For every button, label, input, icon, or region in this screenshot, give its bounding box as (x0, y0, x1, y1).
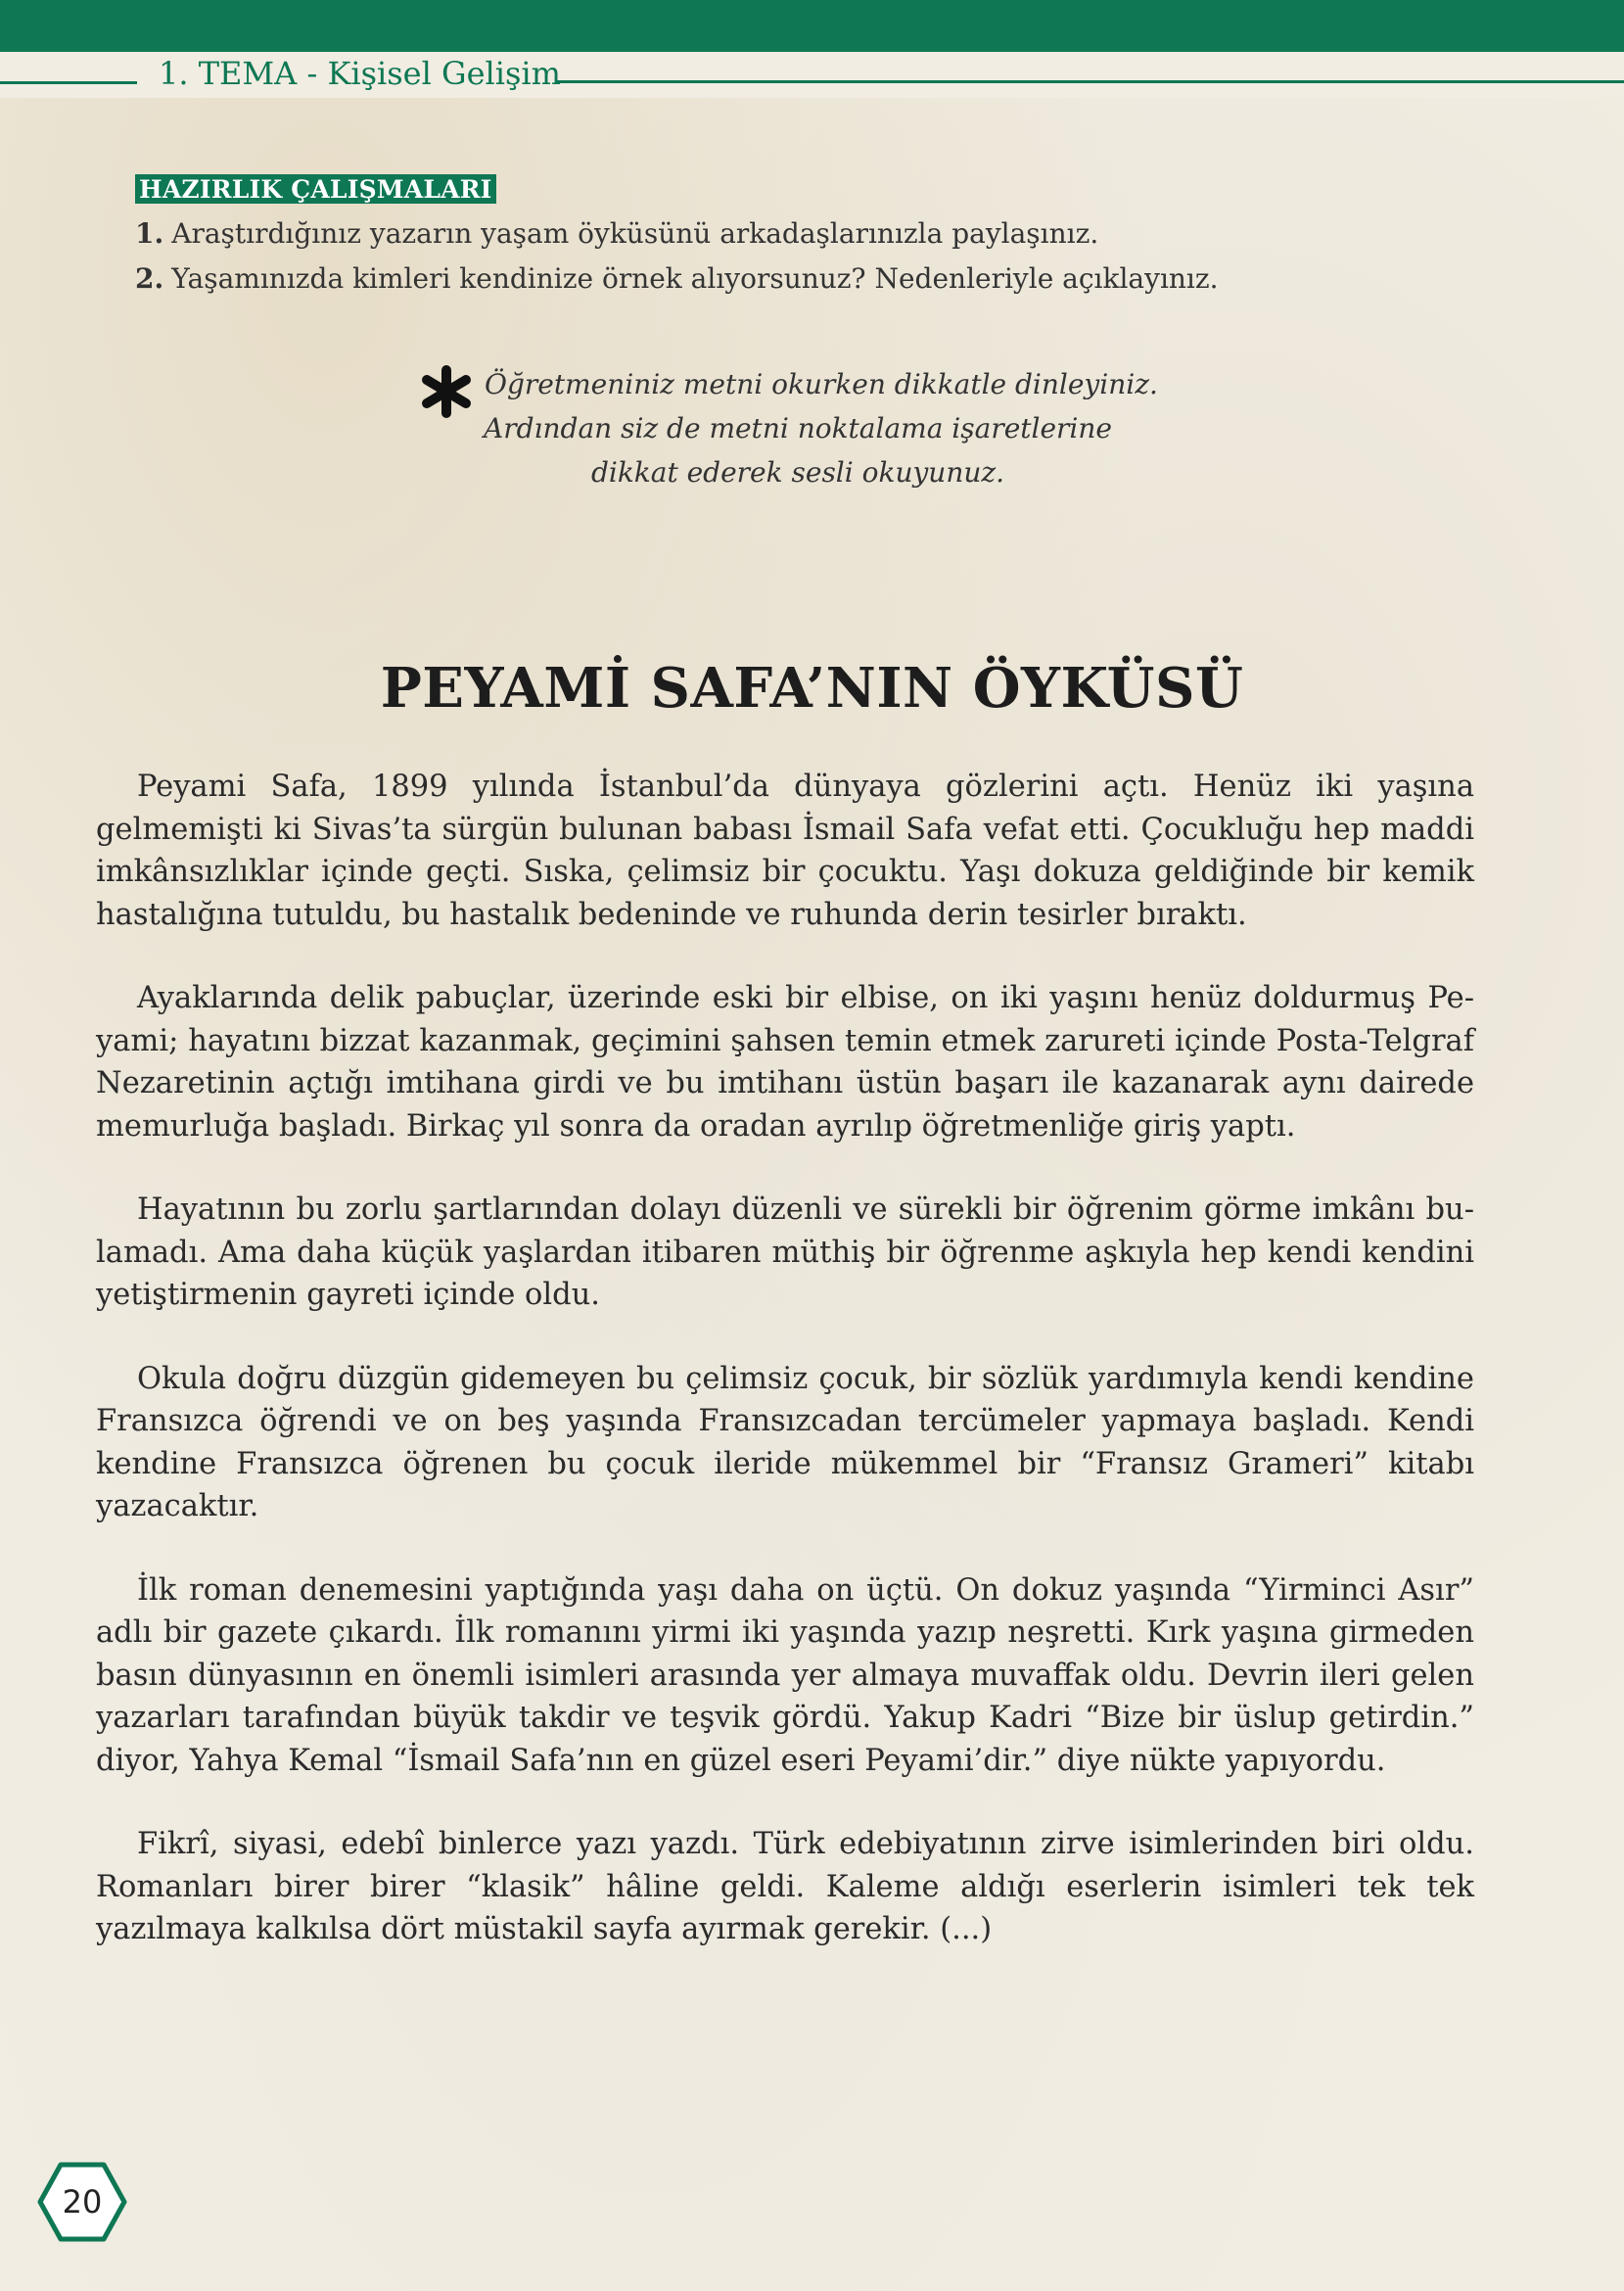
preparation-section (135, 174, 1486, 302)
preparation-list (135, 211, 1486, 302)
preparation-item-number: 2. (135, 262, 164, 295)
asterisk-icon (411, 362, 480, 431)
reading-instruction (411, 362, 1184, 494)
article-paragraph: Ayaklarında delik pabuçlar, üzerinde eski bir elbise, on iki yaşını henüz doldurmuş Peyami; hayatını bizzat kazanmak, geçimini şahsen temin etmek zarureti içinde Posta-Telgraf Nezaretinin açtığı imtihana girdi ve bu imtihanı üstün başarı ile kazanarak aynı dairede memurluğa başladı. Birkaç yıl sonra da oradan ayrılıp öğretmenliğe giriş yaptı. (96, 981, 1474, 1144)
instruction-line: Ardından siz de metni noktalama işaretlerine (484, 412, 1112, 444)
instruction-line: Öğretmeniniz metni okurken dikkatle dinleyiniz. (485, 368, 1158, 400)
preparation-item (135, 211, 1486, 257)
article-paragraph: İlk roman denemesini yaptığında yaşı daha on üçtü. On dokuz yaşında “Yirminci Asır” adlı bir gazete çıkardı. İlk romanını yirmi iki yaşında yazıp neşretti. Kırk yaşına girmeden basın dünyasının en önemli isimleri arasında yer almaya muvaffak oldu. Devrin ileri gelen yazarları tarafından büyük takdir ve teşvik gördü. Yakup Kadri “Bize bir üslup getirdin.” diyor, Yahya Kemal “İsmail Safa’nın en güzel eseri Peyami’dir.” diye nükte yapıyordu. (96, 1572, 1474, 1778)
preparation-item (135, 257, 1486, 302)
article-body (96, 766, 1474, 1992)
preparation-item-text: Yaşamınızda kimleri kendinize örnek alıyorsunuz? Nedenleriyle açıklayınız. (171, 262, 1219, 295)
preparation-item-text: Araştırdığınız yazarın yaşam öyküsünü arkadaşlarınızla paylaşınız. (171, 217, 1099, 250)
article-title: PEYAMİ SAFA’NIN ÖYKÜSÜ (380, 655, 1244, 721)
preparation-item-number: 1. (135, 217, 164, 250)
article-paragraph: Peyami Safa, 1899 yılında İstanbul’da dünyaya gözlerini açtı. Henüz iki yaşına gelmemişti ki Sivas’ta sürgün bulunan babası İsmail Safa vefat etti. Çocukluğu hep maddi imkânsızlıklar içinde geçti. Sıska, çelimsiz bir çocuktu. Yaşı dokuza geldiğinde bir kemik hastalığına tutuldu, bu hastalık bedeninde ve ruhunda derin tesirler bıraktı. (96, 770, 1474, 932)
header-rule-left (0, 81, 137, 84)
preparation-title: HAZIRLIK ÇALIŞMALARI (135, 174, 496, 204)
page-number: 20 (62, 2183, 103, 2221)
article-paragraph: Fikrî, siyasi, edebî binlerce yazı yazdı. Türk edebiyatının zirve isimlerinden biri oldu. Romanları birer birer “klasik” hâline geldi. Kaleme aldığı eserlerin isimleri tek tek yazılmaya kalkılsa dört müstakil sayfa ayırmak gerekir. (...) (96, 1827, 1474, 1946)
header-rule-right (556, 80, 1624, 83)
theme-title: 1. TEMA - Kişisel Gelişim (159, 55, 561, 92)
instruction-line: dikkat ederek sesli okuyunuz. (590, 456, 1005, 489)
article-paragraph: Okula doğru düzgün gidemeyen bu çelimsiz çocuk, bir sözlük yardımıyla kendi kendine Fransızca öğrendi ve on beş yaşında Fransızcadan tercümeler yapmaya başladı. Kendi kendine Fransızca öğrenen bu çocuk ileride mükemmel bir “Fransız Grameri” kitabı yazacaktır. (96, 1361, 1474, 1523)
article-paragraph: Hayatının bu zorlu şartlarından dolayı düzenli ve sürekli bir öğrenim görme imkânı bulamadı. Ama daha küçük yaşlardan itibaren müthiş bir öğrenme aşkıyla hep kendi kendini yetiştirmenin gayreti içinde oldu. (96, 1192, 1474, 1312)
